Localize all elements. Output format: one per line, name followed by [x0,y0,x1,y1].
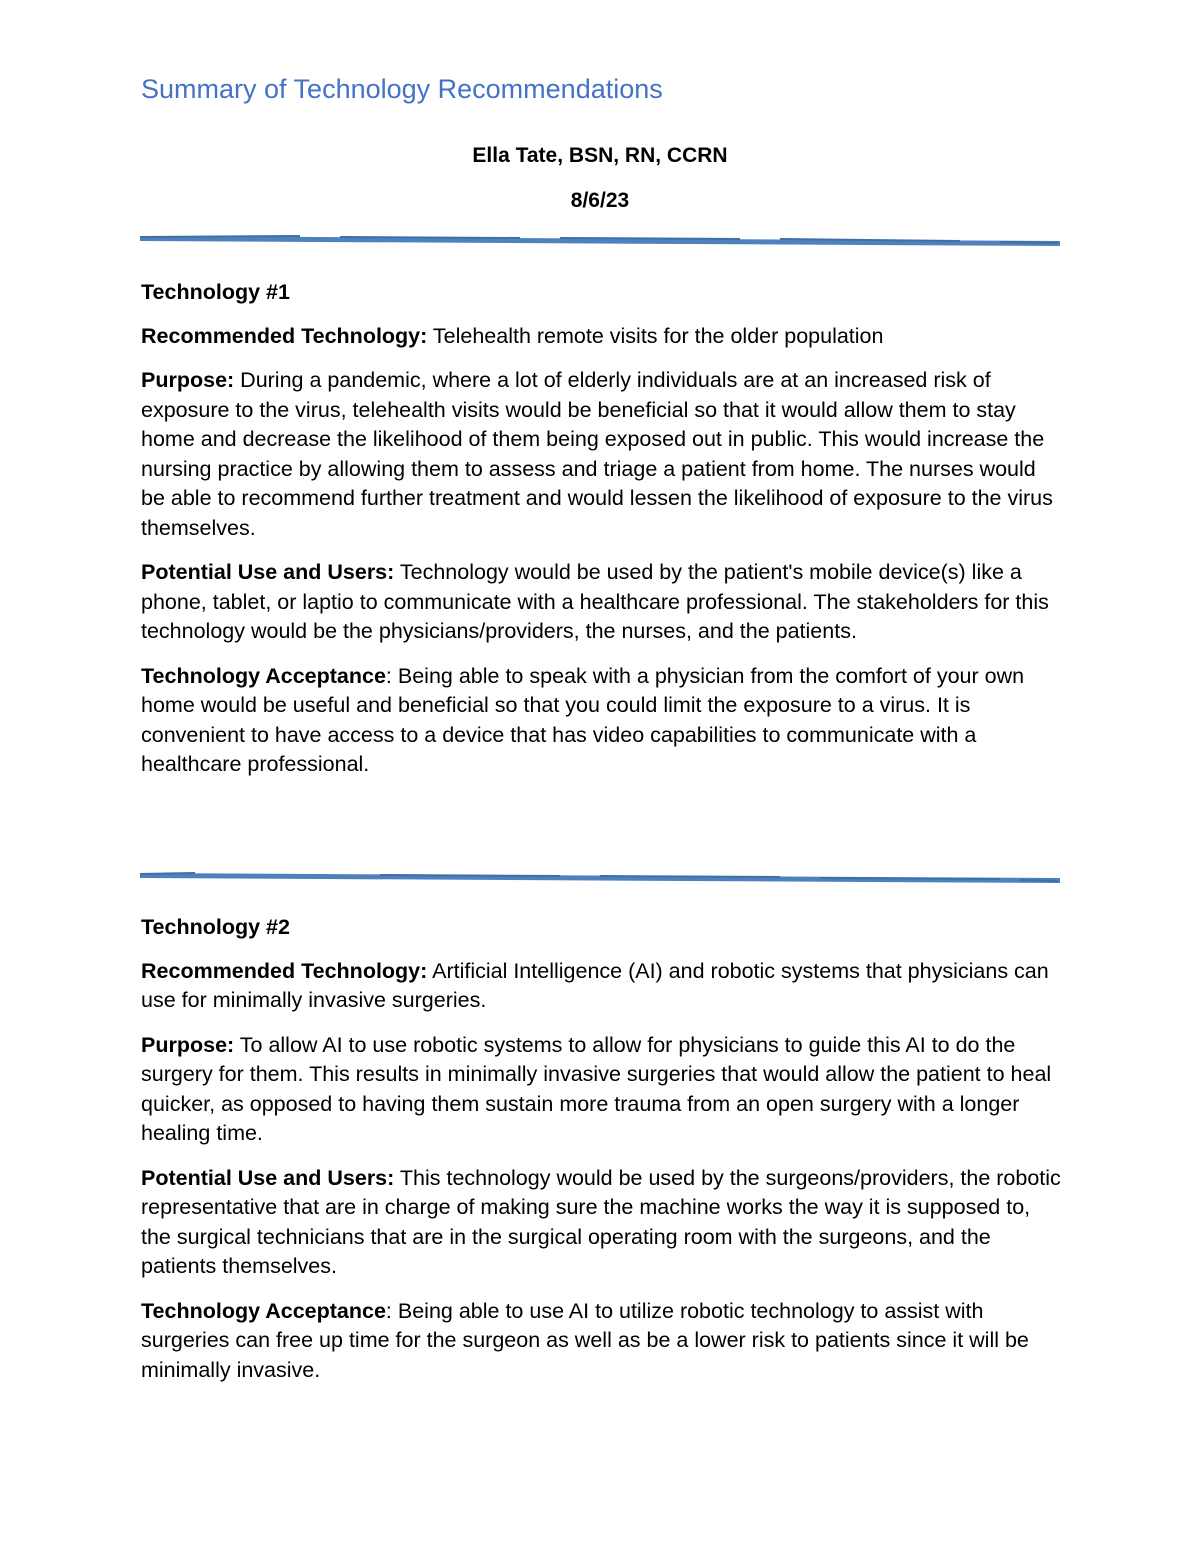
purpose-label: Purpose: [141,368,235,392]
purpose-paragraph [141,1031,1061,1149]
technology-acceptance-paragraph [141,662,1061,780]
recommended-technology-label: Recommended Technology: [141,323,428,348]
technology-section-2 [141,913,1061,1400]
purpose-paragraph [141,366,1061,543]
technology-section-1 [141,278,1061,795]
technology-acceptance-paragraph [141,1297,1061,1386]
section-divider [140,870,1060,884]
potential-use-label: Potential Use and Users: [141,560,395,584]
potential-use-text: This technology would be used by the surgeons/providers, the robotic representative that are in charge of making sure the machine works the way it is supposed to, the surgical technicians that are in the surgical operating room with the surgeons, and the patients themselves. [141,1165,1061,1278]
recommended-technology-label: Recommended Technology: [141,958,428,983]
recommended-technology-text: Telehealth remote visits for the older population [427,323,884,348]
technology-acceptance-label: Technology Acceptance [141,1298,386,1323]
purpose-text: During a pandemic, where a lot of elderly individuals are at an increased risk of exposure to the virus, telehealth visits would be beneficial so that it would allow them to stay home and decrease the likelihood of them being exposed out in public. This would increase the nursing practice by allowing them to assess and triage a patient from home. The nurses would be able to recommend further treatment and would lessen the likelihood of exposure to the virus themselves. [141,368,1053,540]
section-divider [140,233,1060,247]
author-line: Ella Tate, BSN, RN, CCRN [472,144,728,167]
recommended-technology-paragraph [141,322,1061,352]
technology-acceptance-text: : Being able to speak with a physician from the comfort of your own home would be useful and beneficial so that you could limit the exposure to a virus. It is convenient to have access to a device that has video capabilities to communicate with a healthcare professional. [141,663,1025,776]
purpose-label: Purpose: [141,1032,235,1057]
recommended-technology-text: Artificial Intelligence (AI) and robotic systems that physicians can use for minimally invasive surgeries. [141,958,1049,1012]
potential-use-paragraph [141,1164,1061,1282]
technology-acceptance-text: : Being able to use AI to utilize robotic technology to assist with surgeries can free up time for the surgeon as well as be a lower risk to patients since it will be minimally invasive. [141,1298,1029,1382]
purpose-text: To allow AI to use robotic systems to allow for physicians to guide this AI to do the surgery for them. This results in minimally invasive surgeries that would allow the patient to heal quicker, as opposed to having them sustain more trauma from an open surgery with a longer healing time. [141,1032,1052,1145]
potential-use-paragraph [141,558,1061,647]
technology-heading: Technology #2 [141,915,290,939]
date-line: 8/6/23 [570,189,630,212]
technology-heading: Technology #1 [141,280,290,304]
potential-use-label: Potential Use and Users: [141,1165,395,1190]
technology-acceptance-label: Technology Acceptance [141,663,386,688]
recommended-technology-paragraph [141,957,1061,1016]
potential-use-text: Technology would be used by the patient's mobile device(s) like a phone, tablet, or laptio to communicate with a healthcare professional. The stakeholders for this technology would be the physicians/providers, the nurses, and the patients. [141,560,1049,643]
document-title: Summary of Technology Recommendations [141,74,663,104]
